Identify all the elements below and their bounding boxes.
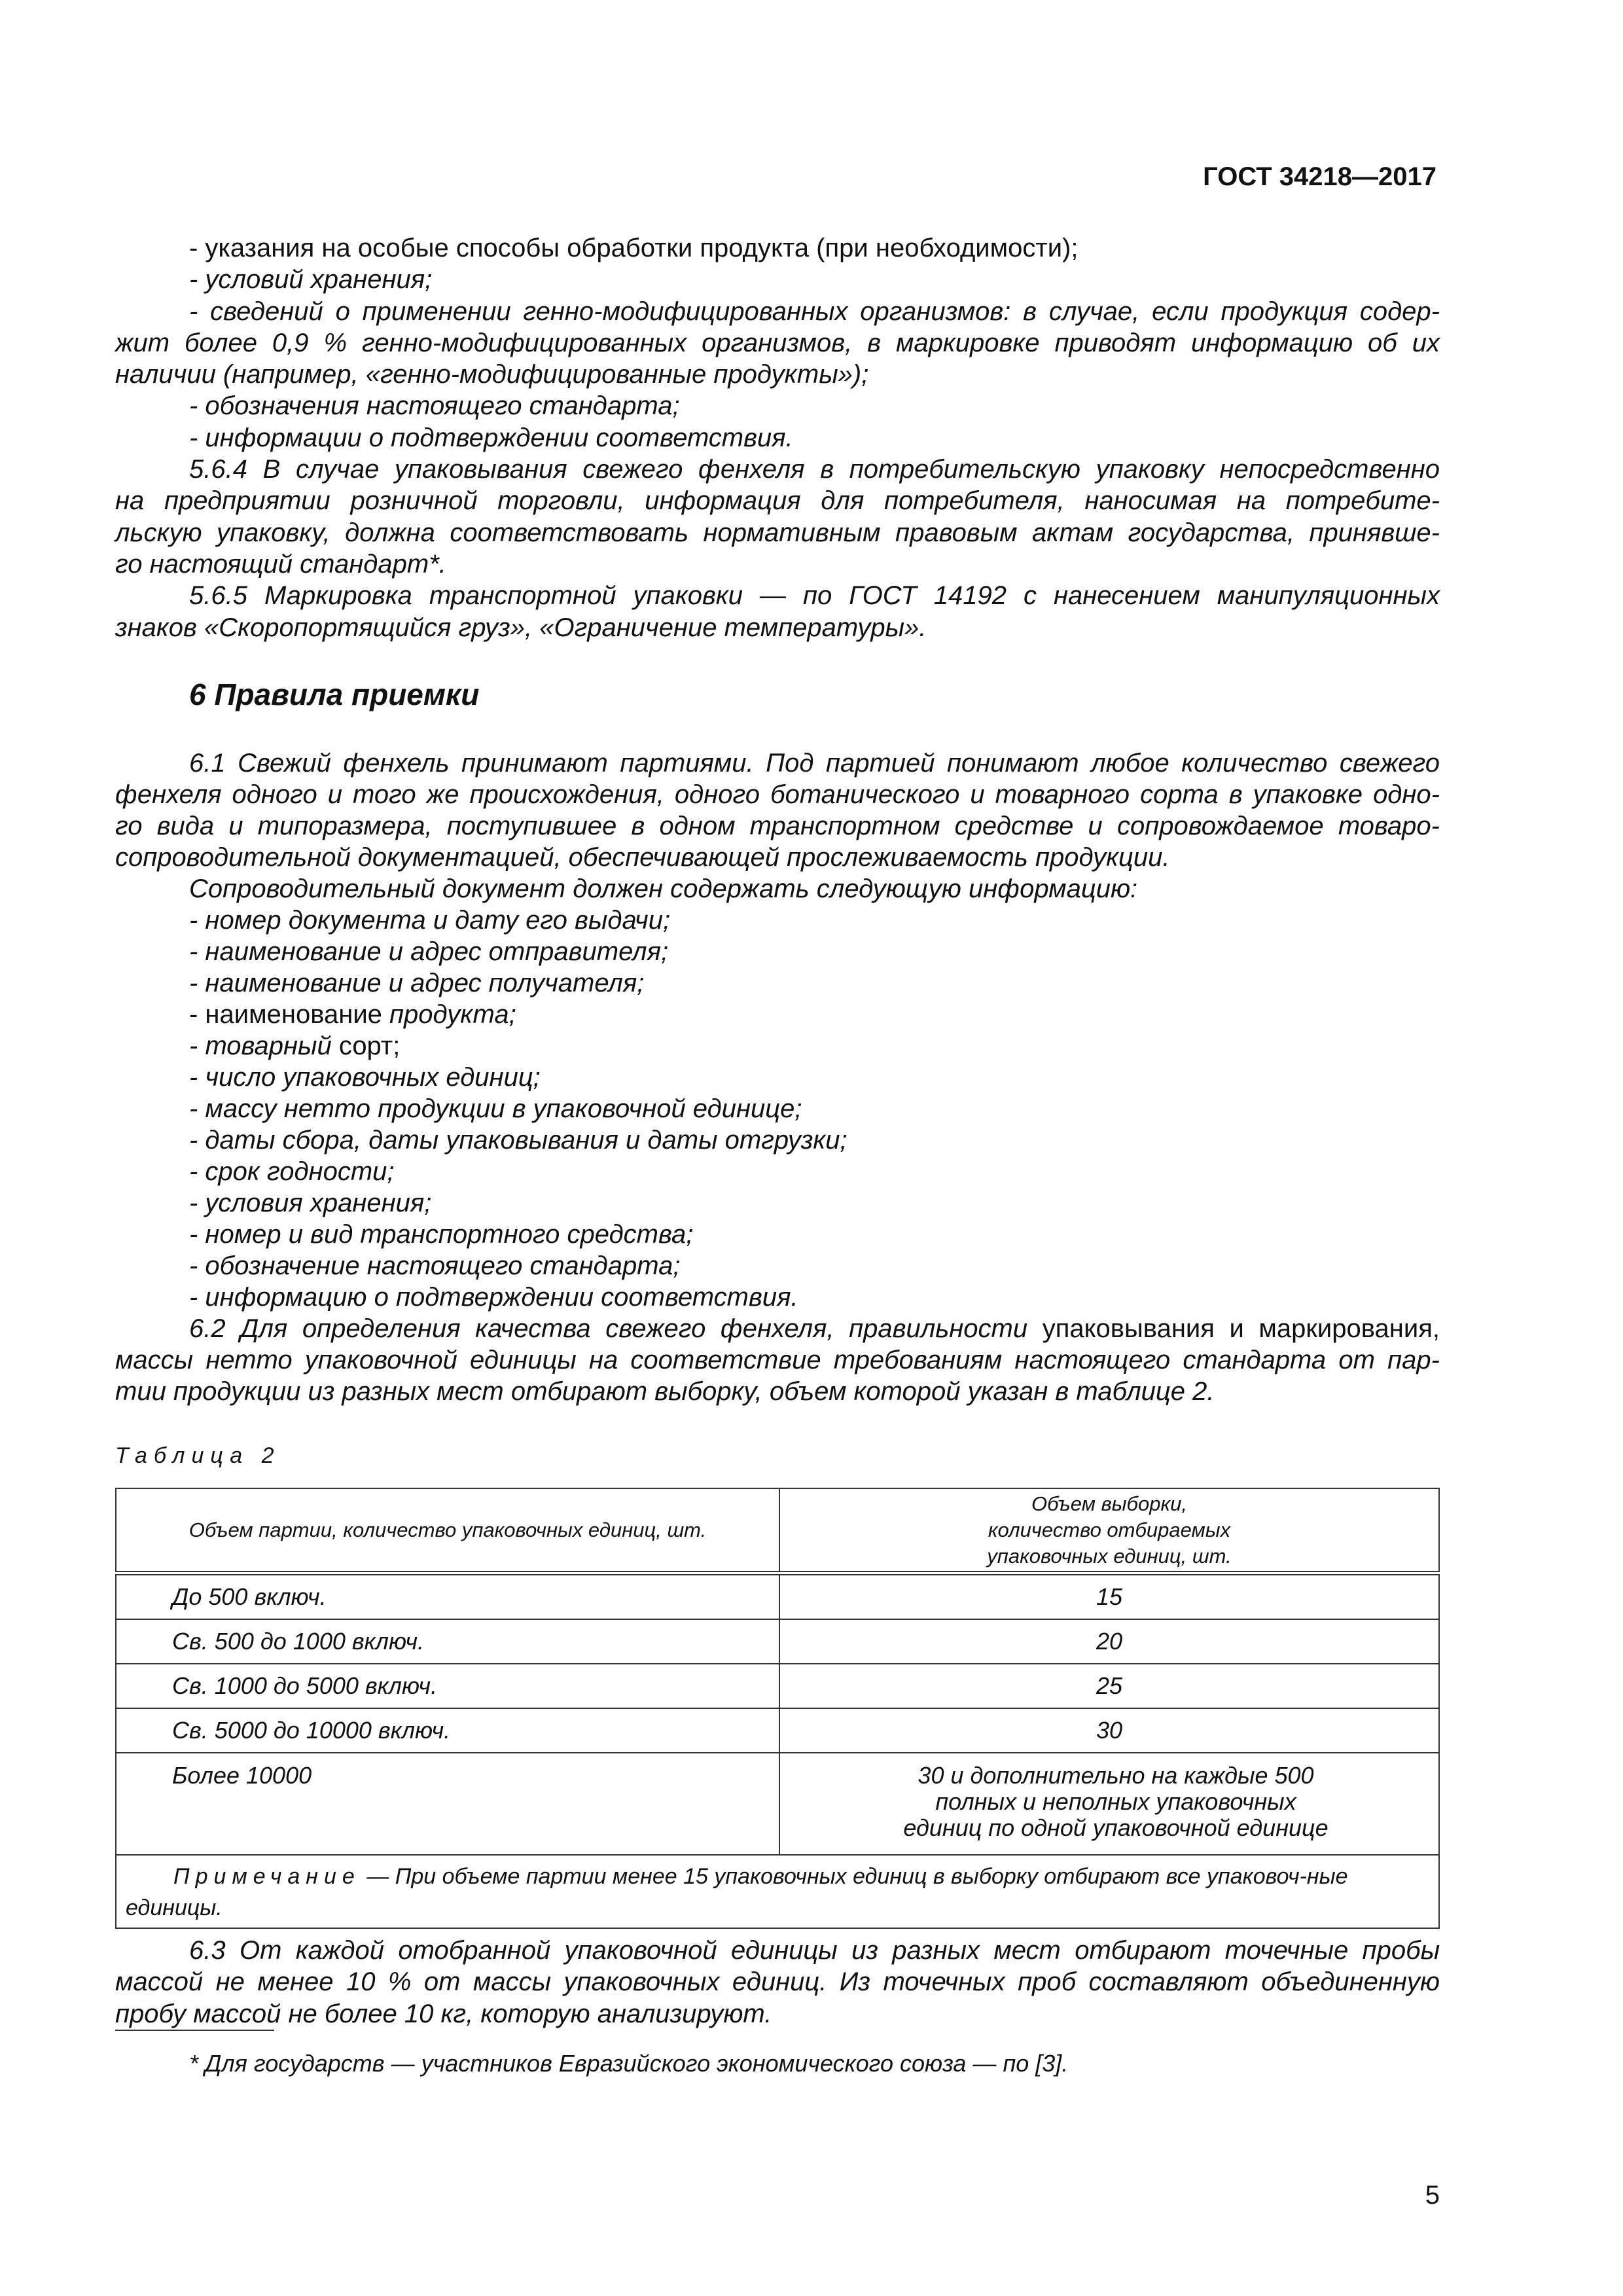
text-line <box>115 612 1440 643</box>
document-code: ГОСТ 34218—2017 <box>1203 162 1436 191</box>
paragraph <box>115 1187 1440 1219</box>
text-segment: 6.3 От каждой отобранной упаковочной единицы из разных мест отбирают точечные пробы <box>189 1936 1440 1965</box>
text-segment: товарный <box>205 1031 332 1060</box>
paragraph <box>115 580 1440 643</box>
text-line <box>115 967 1440 999</box>
text-segment: - информации о подтверждении соответствия. <box>189 423 793 452</box>
text-segment: - <box>189 1031 205 1060</box>
table-row <box>116 1664 1439 1708</box>
table-cell: Св. 1000 до 5000 включ. <box>116 1664 779 1708</box>
text-segment: пробу массой не более 10 кг, которую анализируют. <box>115 1999 772 2028</box>
text-line <box>115 580 1440 611</box>
text-line <box>115 1250 1440 1282</box>
text-line <box>115 327 1440 359</box>
table-cell: 30 и дополнительно на каждые 500 полных и неполных упаковочных единиц по одной упаковочной единице <box>779 1753 1439 1855</box>
paragraph <box>115 232 1440 264</box>
table-header-row <box>116 1488 1439 1573</box>
text-segment: знаков «Скоропортящийся груз», «Ограничение температуры». <box>115 613 927 642</box>
text-segment: - даты сбора, даты упаковывания и даты отгрузки; <box>189 1126 847 1155</box>
text-segment: го вида и типоразмера, поступившее в одном транспортном средстве и сопровождаемое товаро- <box>115 812 1440 840</box>
text-line <box>115 1935 1440 1966</box>
text-line <box>115 390 1440 422</box>
text-line <box>115 485 1440 516</box>
text-segment: 6.1 Свежий фенхель принимают партиями. Под партией понимают любое количество свежего <box>189 749 1440 778</box>
section-acceptance-text <box>115 747 1440 1407</box>
text-segment: сопроводительной документацией, обеспечивающей прослеживаемость продукции. <box>115 843 1170 872</box>
text-segment: 5.6.5 Маркировка транспортной упаковки — по ГОСТ 14192 с нанесением манипуляционных <box>189 581 1440 611</box>
note-text: — При объеме партии менее 15 упаковочных единиц в выборку отбирают все упаковоч-ные единицы. <box>126 1864 1348 1920</box>
text-segment: - число упаковочных единиц; <box>189 1063 541 1092</box>
section-sampling-text <box>115 1935 1440 2030</box>
table-row <box>116 1573 1439 1620</box>
text-segment: жит более 0,9 % генно-модифицированных организмов, в маркировке приводят информацию об их <box>115 328 1440 357</box>
paragraph <box>115 454 1440 580</box>
text-segment: сорт; <box>331 1031 401 1060</box>
table-header-cell: Объем партии, количество упаковочных единиц, шт. <box>116 1488 779 1573</box>
page-number: 5 <box>1425 2181 1440 2210</box>
table-note-row <box>116 1855 1439 1928</box>
text-segment: массы нетто упаковочной единицы на соответствие требованиям настоящего стандарта от пар- <box>115 1346 1440 1374</box>
text-segment: - наименование и адрес отправителя; <box>189 937 669 966</box>
paragraph <box>115 1093 1440 1124</box>
section-marking-text <box>115 232 1440 643</box>
text-segment: тии продукции из разных мест отбирают выборку, объем которой указан в таблице 2. <box>115 1377 1215 1406</box>
paragraph <box>115 1156 1440 1187</box>
paragraph <box>115 905 1440 936</box>
text-segment: продукта; <box>389 1000 516 1029</box>
text-line <box>115 1093 1440 1124</box>
text-line <box>115 1156 1440 1187</box>
paragraph <box>115 1030 1440 1062</box>
paragraph <box>115 1250 1440 1282</box>
sample-size-table <box>115 1488 1440 1929</box>
footnote-divider <box>115 2030 274 2031</box>
text-segment: на предприятии розничной торговли, информация для потребителя, наносимая на потребите- <box>115 486 1440 516</box>
text-segment: - массу нетто продукции в упаковочной единице; <box>189 1094 802 1123</box>
table-row <box>116 1708 1439 1753</box>
text-segment: - номер и вид транспортного средства; <box>189 1220 694 1249</box>
text-line <box>115 1030 1440 1062</box>
text-line <box>115 548 1440 580</box>
text-line <box>115 264 1440 295</box>
text-line <box>115 873 1440 905</box>
paragraph <box>115 1935 1440 2030</box>
section-heading: 6 Правила приемки <box>189 677 480 711</box>
paragraph <box>115 747 1440 873</box>
text-line <box>115 1219 1440 1250</box>
table-header-cell: Объем выборки, количество отбираемых упаковочных единиц, шт. <box>779 1488 1439 1573</box>
text-line <box>115 232 1440 264</box>
text-segment: го настоящий стандарт*. <box>115 549 446 579</box>
text-line <box>115 359 1440 390</box>
text-line <box>115 1187 1440 1219</box>
table-cell: 30 <box>779 1708 1439 1753</box>
paragraph <box>115 1062 1440 1093</box>
note-label: Примечание <box>173 1864 361 1889</box>
text-segment: - указания на особые способы обработки продукта (при необходимости); <box>189 234 1079 262</box>
text-segment: - условий хранения; <box>189 265 433 295</box>
paragraph <box>115 264 1440 295</box>
text-line <box>115 999 1440 1030</box>
text-line <box>115 810 1440 842</box>
text-line <box>115 1062 1440 1093</box>
text-line <box>115 422 1440 454</box>
text-segment: наличии (например, «генно-модифицированные продукты»); <box>115 360 869 389</box>
text-segment: Сопроводительный документ должен содержать следующую информацию: <box>189 874 1138 903</box>
text-segment: - обозначение настоящего стандарта; <box>189 1251 681 1280</box>
paragraph <box>115 1124 1440 1156</box>
text-segment: льскую упаковку, должна соответствовать нормативным правовым актам государства, принявше- <box>115 518 1440 547</box>
text-line <box>115 1282 1440 1313</box>
table-cell: 25 <box>779 1664 1439 1708</box>
paragraph <box>115 999 1440 1030</box>
table-cell: Св. 500 до 1000 включ. <box>116 1619 779 1664</box>
paragraph <box>115 296 1440 391</box>
paragraph <box>115 1282 1440 1313</box>
paragraph <box>115 1313 1440 1407</box>
table-note <box>116 1855 1439 1928</box>
text-line <box>115 936 1440 967</box>
text-line <box>115 1344 1440 1376</box>
text-line <box>115 905 1440 936</box>
paragraph <box>115 1219 1440 1250</box>
text-line <box>115 779 1440 810</box>
table-row <box>116 1619 1439 1664</box>
text-segment: - сведений о применении генно-модифицированных организмов: в случае, если продукция содер- <box>189 296 1440 326</box>
text-segment: массой не менее 10 % от массы упаковочных единиц. Из точечных проб составляют объединенную <box>115 1967 1440 1997</box>
text-segment: упаковывания и маркирования, <box>1042 1314 1440 1343</box>
text-segment: - наименование <box>189 1000 390 1029</box>
text-segment: - обозначения настоящего стандарта; <box>189 391 680 421</box>
text-segment: 6.2 Для определения качества свежего фенхеля, правильности <box>189 1314 1043 1343</box>
table-cell: 20 <box>779 1619 1439 1664</box>
footnote: * Для государств — участников Евразийского экономического союза — по [3]. <box>189 2050 1069 2077</box>
text-line <box>115 1998 1440 2030</box>
paragraph <box>115 967 1440 999</box>
text-segment: - номер документа и дату его выдачи; <box>189 906 671 935</box>
text-line <box>115 1313 1440 1344</box>
text-segment: - информацию о подтверждении соответствия. <box>189 1283 798 1312</box>
table-cell: До 500 включ. <box>116 1573 779 1620</box>
text-line <box>115 747 1440 779</box>
text-line <box>115 296 1440 327</box>
text-line <box>115 842 1440 873</box>
text-line <box>115 454 1440 485</box>
text-segment: - наименование и адрес получателя; <box>189 969 645 997</box>
table-caption: Таблица 2 <box>115 1443 281 1468</box>
table-cell: Более 10000 <box>116 1753 779 1855</box>
text-segment: - срок годности; <box>189 1157 395 1186</box>
text-line <box>115 1124 1440 1156</box>
paragraph <box>115 936 1440 967</box>
text-segment: 5.6.4 В случае упаковывания свежего фенхеля в потребительскую упаковку непосредственно <box>189 455 1440 484</box>
table-cell: 15 <box>779 1573 1439 1620</box>
text-line <box>115 517 1440 548</box>
paragraph <box>115 422 1440 454</box>
paragraph <box>115 873 1440 905</box>
text-segment: фенхеля одного и того же происхождения, одного ботанического и товарного сорта в упаковке одно- <box>115 780 1440 809</box>
table-row <box>116 1753 1439 1855</box>
paragraph <box>115 390 1440 422</box>
text-segment: - условия хранения; <box>189 1189 432 1217</box>
table-cell: Св. 5000 до 10000 включ. <box>116 1708 779 1753</box>
text-line <box>115 1966 1440 1998</box>
text-line <box>115 1376 1440 1407</box>
